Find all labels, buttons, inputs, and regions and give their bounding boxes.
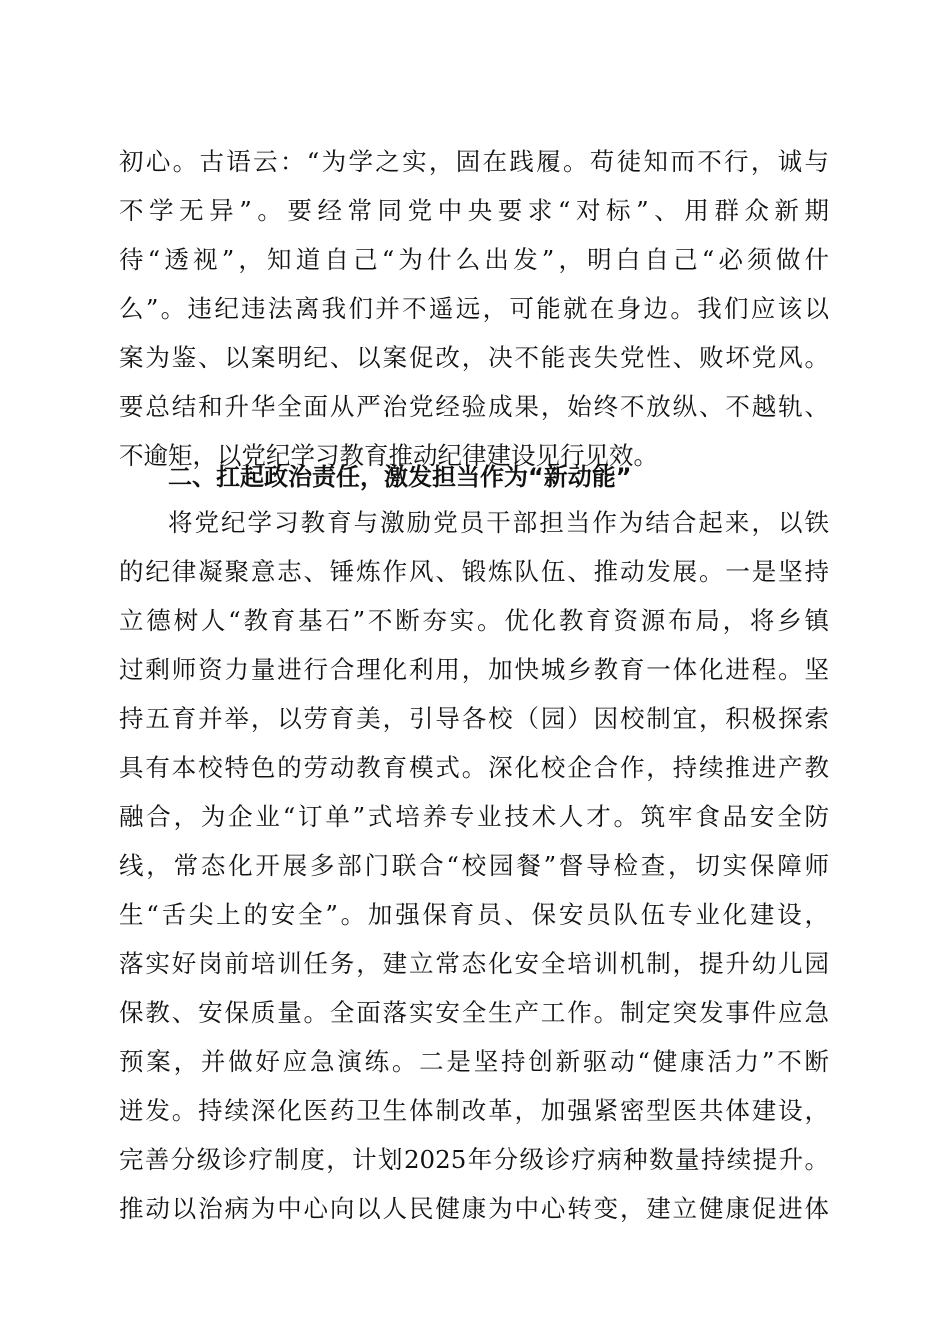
section-heading-text: 二、扛起政治责任，激发担当作为“新动能” bbox=[168, 463, 632, 491]
paragraph-line: 持五育并举，以劳育美，引导各校（园）因校制宜，积极探索 bbox=[119, 704, 829, 733]
paragraph-line: 立德树人“教育基石”不断夯实。优化教育资源布局，将乡镇 bbox=[119, 606, 829, 635]
paragraph-line: 融合，为企业“订单”式培养专业技术人才。筑牢食品安全防 bbox=[119, 802, 829, 831]
paragraph-line: 预案，并做好应急演练。二是坚持创新驱动“健康活力”不断 bbox=[119, 1047, 829, 1076]
section-heading bbox=[119, 453, 829, 502]
paragraph-line: 推动以治病为中心向以人民健康为中心转变，建立健康促进体 bbox=[119, 1194, 829, 1223]
paragraph-line: 保教、安保质量。全面落实安全生产工作。制定突发事件应急 bbox=[119, 998, 829, 1027]
paragraph-line: 案为鉴、以案明纪、以案促改，决不能丧失党性、败坏党风。 bbox=[119, 343, 829, 372]
paragraph-1 bbox=[119, 137, 829, 480]
paragraph-line: 要总结和升华全面从严治党经验成果，始终不放纵、不越轨、 bbox=[119, 392, 829, 421]
paragraph-line: 完善分级诊疗制度，计划2025年分级诊疗病种数量持续提升。 bbox=[119, 1145, 829, 1174]
paragraph-line: 将党纪学习教育与激励党员干部担当作为结合起来，以铁 bbox=[168, 508, 829, 537]
paragraph-line: 不逾矩，以党纪学习教育推动纪律建设见行见效。 bbox=[119, 441, 658, 470]
paragraph-line: 不学无异”。要经常同党中央要求“对标”、用群众新期 bbox=[119, 196, 829, 225]
paragraph-line: 的纪律凝聚意志、锤炼作风、锻炼队伍、推动发展。一是坚持 bbox=[119, 557, 829, 586]
paragraph-line: 待“透视”，知道自己“为什么出发”，明白自己“必须做什 bbox=[119, 245, 829, 274]
paragraph-line: 过剩师资力量进行合理化利用，加快城乡教育一体化进程。坚 bbox=[119, 655, 829, 684]
paragraph-line: 落实好岗前培训任务，建立常态化安全培训机制，提升幼儿园 bbox=[119, 949, 829, 978]
paragraph-line: 线，常态化开展多部门联合“校园餐”督导检查，切实保障师 bbox=[119, 851, 829, 880]
paragraph-line: 具有本校特色的劳动教育模式。深化校企合作，持续推进产教 bbox=[119, 753, 829, 782]
paragraph-line: 迸发。持续深化医药卫生体制改革，加强紧密型医共体建设， bbox=[119, 1096, 829, 1125]
paragraph-line: 么”。违纪违法离我们并不遥远，可能就在身边。我们应该以 bbox=[119, 294, 829, 323]
paragraph-line: 初心。古语云：“为学之实，固在践履。苟徒知而不行，诚与 bbox=[119, 147, 829, 176]
paragraph-2 bbox=[119, 498, 829, 1233]
paragraph-line: 生“舌尖上的安全”。加强保育员、保安员队伍专业化建设， bbox=[119, 900, 829, 929]
